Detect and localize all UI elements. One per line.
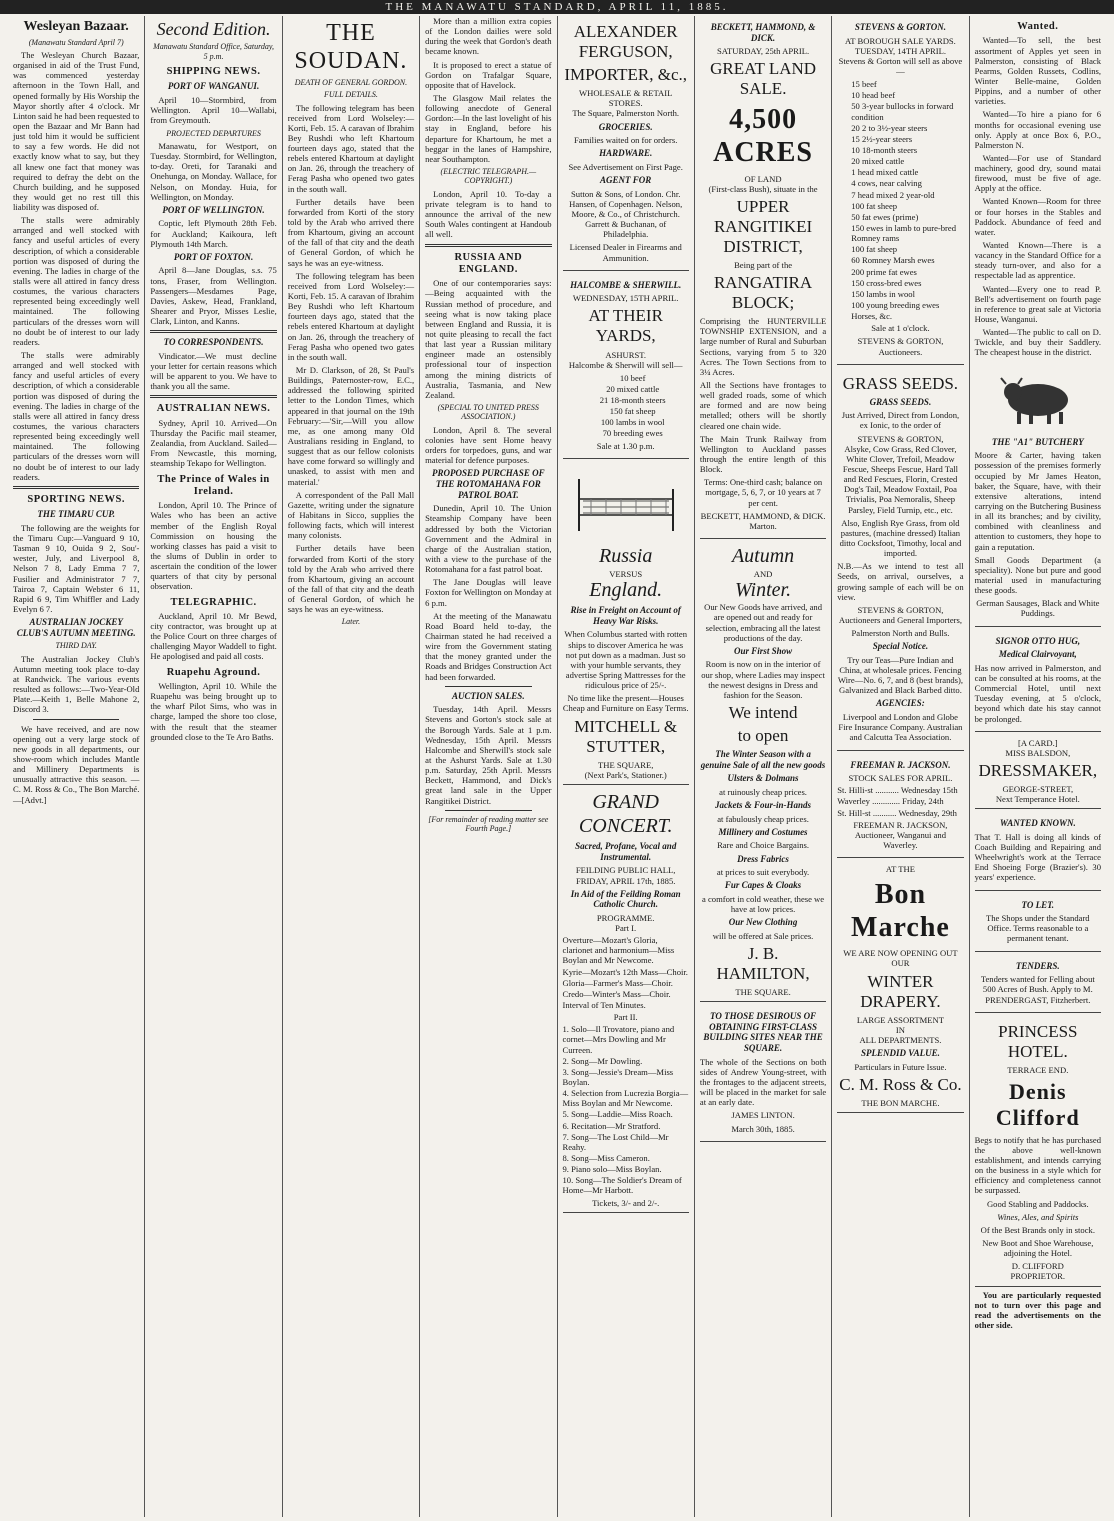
ad-heading: Our New Clothing bbox=[728, 917, 798, 928]
signature: D. CLIFFORD bbox=[1011, 1261, 1064, 1272]
firm-name: MITCHELL & STUTTER, bbox=[574, 716, 678, 756]
ad-heading: Rise in Freight on Account of Heavy War Risks. bbox=[570, 605, 681, 626]
list-item: 15 beef bbox=[851, 79, 877, 90]
dressmaker-ad bbox=[975, 735, 1101, 810]
list-item: 100 fat sheep bbox=[851, 200, 898, 211]
footer-note: [For remainder of reading matter see Fourth Page.] bbox=[428, 814, 549, 834]
article-title: Wesleyan Bazaar. bbox=[23, 19, 129, 34]
livestock-list bbox=[837, 79, 963, 321]
ad-text: LARGE ASSORTMENT bbox=[856, 1014, 944, 1025]
ad-text: Wines, Ales, and Spirits bbox=[997, 1211, 1079, 1222]
sale-date: TUESDAY, 14TH APRIL. bbox=[854, 45, 947, 56]
ad-heading: Dress Fabrics bbox=[737, 853, 789, 864]
column-1 bbox=[8, 16, 144, 1517]
list-item: 2. Song—Mr Dowling. bbox=[562, 1055, 643, 1066]
section-title: Wanted. bbox=[1017, 21, 1059, 32]
article-paragraph: The stalls were admirably arranged and well stocked with fancy and useful articles of every description, of which a considerable portion was disposed of during the evening. The ladies in charge of the stalls were all attired in fancy dress costumes, the various characters represented being exceedingly well maintained. The following particulars of the dresses worn will no doubt be of interest to our lady readers. bbox=[13, 215, 140, 347]
column-4 bbox=[419, 16, 556, 1517]
ad-headline: WINTER DRAPERY. bbox=[860, 971, 941, 1011]
section-subtitle: THE TIMARU CUP. bbox=[37, 509, 115, 520]
article-paragraph: We have received, and are now opening out a very large stock of new goods in all departments, our show-room which includes Mantle and Millinery Departments is unusually attractive this season. — C. M. Ross & Co., The Bon Marché.—[Advt.] bbox=[13, 723, 140, 805]
ad-text: German Sausages, Black and White Puddings. bbox=[976, 598, 1100, 619]
ad-text: Also, English Rye Grass, from old pastures, (machine dressed) Italian ditto Cocksfoot, Timothy, local and imported. bbox=[839, 517, 962, 559]
ad-text: See Advertisement on First Page. bbox=[568, 161, 683, 172]
article-paragraph: More than a million extra copies of the London dailies were sold during the week that Gordon's death became known. bbox=[425, 16, 552, 57]
list-item: 9. Piano solo—Miss Boylan. bbox=[562, 1164, 662, 1175]
district: UPPER RANGITIKEI DISTRICT, bbox=[713, 196, 813, 256]
ad-text: Alsyke, Cow Grass, Red Clover, White Clover, Trefoil, Meadow Fescue, Sheeps Fescue, Hard Tall and Red Fescues, Florin, Crested Dog's Tail, Meadow Foxtail, Poa Trivialis, Poa Nemoralis, Sheep Parsley, Field Turnip, etc., etc. bbox=[842, 443, 959, 515]
ad-heading: HARDWARE. bbox=[599, 148, 653, 159]
list-item: 4. Selection from Lucrezia Borgia—Miss Boylan and Mr Newcome. bbox=[562, 1088, 689, 1109]
proprietor-name: Denis Clifford bbox=[995, 1078, 1080, 1130]
ad-headline: Autumn bbox=[731, 544, 795, 567]
ad-text: Auctioneers and General Importers, bbox=[838, 615, 962, 626]
firm-name: J. B. HAMILTON, bbox=[716, 944, 810, 984]
column-7 bbox=[831, 16, 968, 1517]
classified-ad: Wanted—For use of Standard machinery, good dry, sound matai firewood, must be five of age. Apply at the office. bbox=[974, 152, 1101, 194]
section-title: Ruapehu Aground. bbox=[166, 666, 261, 678]
list-item: Interval of Ten Minutes. bbox=[562, 999, 646, 1010]
ad-text: THE BON MARCHE. bbox=[861, 1097, 940, 1108]
classified-ad: Wanted—To sell, the best assortment of Apples yet seen in Palmerston, consisting of Black Pearms, Golden Russets, Codlins, Winter Belle-maine, Golden Pippins, and a number of other varieties. bbox=[974, 35, 1101, 107]
acres-headline: 4,500 ACRES bbox=[713, 104, 814, 169]
address: THE SQUARE. bbox=[735, 987, 791, 998]
section-title: SHIPPING NEWS. bbox=[166, 66, 261, 78]
list-item: Kyrie—Mozart's 12th Mass—Choir. bbox=[562, 966, 688, 977]
article-paragraph: April 8—Jane Douglas, s.s. 75 tons, Fraser, from Wellington. Passengers—Mesdames Page, Davies, Askew, Head, Frankland, Shearer and Pryor, Misses Leslie, Clark, Linton, and Kanns. bbox=[150, 265, 277, 327]
list-item: St. Hill-st ........... Wednesday, 29th bbox=[837, 807, 957, 818]
ad-heading: SIGNOR OTTO HUG, bbox=[995, 635, 1081, 646]
ad-text: Moore & Carter, having taken possession of the premises formerly occupied by Mr James Heaton, baker, the Square, have, with their extensive alterations, intend carrying on the Butchering Business in all its branches; and by civility, combined with cleanliness and attention to customers, they hope to gain a reputation. bbox=[974, 450, 1101, 552]
ad-text: Just Arrived, Direct from London, ex Ionic, to the order of bbox=[841, 410, 960, 431]
ad-text: a comfort in cold weather, these we have at low prices. bbox=[702, 893, 825, 915]
building-sites-ad bbox=[700, 1005, 826, 1141]
section-title: The Prince of Wales in Ireland. bbox=[157, 473, 270, 497]
classified-ad: Wanted Known—Room for three or four horses in the Stables and Paddock. Abundance of feed and water. bbox=[974, 196, 1101, 237]
ad-text: at ruinously cheap prices. bbox=[719, 786, 807, 797]
list-item: St. Hilli-st ........... Wednesday 15th bbox=[837, 785, 958, 796]
list-item: 100 fat sheep bbox=[851, 244, 898, 255]
tenders-ad bbox=[975, 955, 1101, 1013]
ad-heading: Our First Show bbox=[734, 645, 793, 656]
ad-text: Sutton & Sons, of London. Chr. Hansen, of Copenhagen. Nelson, Moore, & Co., of Christchurch. Garrett & Buchanan, of Philadelphia. bbox=[569, 188, 683, 240]
list-item: 8. Song—Miss Cameron. bbox=[562, 1152, 650, 1163]
column-8 bbox=[969, 16, 1106, 1517]
article-paragraph: Mr D. Clarkson, of 28, St Paul's Buildings, Paternoster-row, E.C., addressed the following spirited letter to the London Times, which appeared in that journal on the 19th February:—'Sir,—Will you allow me, as one among many Old Australians residing in England, to suggest that as our fellow colonists have come forward so willingly and unasked, to assist with men and material.' bbox=[287, 365, 415, 487]
list-item: 15 2½-year steers bbox=[851, 133, 913, 144]
address-note: Next Temperance Hotel. bbox=[995, 794, 1080, 805]
ad-text: Try our Teas—Pure Indian and China, at wholesale prices. Fencing Wire—No. 6, 7, and 8 (best brands), Galvanized and Black Barbed ditto. bbox=[837, 654, 964, 696]
ad-text: The Main Trunk Railway from Wellington to Auckland passes through the entire length of this Block. bbox=[699, 433, 827, 475]
ad-text: Room is now on in the interior of our shop, where Ladies may inspect the newest designs in Dress and fashion for the Season. bbox=[701, 659, 825, 700]
tickets: Tickets, 3/- and 2/-. bbox=[592, 1197, 660, 1208]
ad-text: will be offered at Sale prices. bbox=[712, 930, 814, 941]
article-paragraph: The following telegram has been received from Lord Wolseley:—Korti, Feb. 15. A caravan of Ibrahim Bey Rushdi who left Khartoum fourteen days ago, stated that the rebels entered Khartoum at daylight on Jan. 26, through the treachery of Ferag Pasha who opened two gates in the south wall. bbox=[287, 102, 415, 194]
livestock-list bbox=[563, 373, 689, 439]
subtitle: FULL DETAILS. bbox=[323, 90, 378, 100]
ad-heading: TO LET. bbox=[1021, 899, 1055, 910]
ad-headline: to open bbox=[737, 726, 789, 746]
list-item: 20 2 to 3½-year steers bbox=[851, 122, 928, 133]
article-paragraph: Manawatu, for Westport, on Tuesday. Stormbird, for Wellington, to-day. Oreti, for Taranaki and Onehunga, on Monday. Wallace, for Nelson, on Monday. Huia, for Wellington, on Monday. bbox=[150, 140, 277, 202]
ad-heading: WANTED KNOWN. bbox=[999, 818, 1076, 829]
ad-text: Sale at 1 o'clock. bbox=[871, 323, 930, 334]
ad-text: The Shops under the Standard Office. Terms reasonable to a permanent tenant. bbox=[986, 913, 1090, 944]
list-item: 1. Solo—Il Trovatore, piano and cornet—Mrs Dowling and Mr Curreen. bbox=[562, 1024, 675, 1055]
jackson-ad bbox=[837, 754, 963, 859]
ad-text: ALL DEPARTMENTS. bbox=[859, 1034, 942, 1045]
ad-text: Comprising the HUNTERVILLE TOWNSHIP EXTENSION, and a large number of Rural and Suburban Sections, varying from 5 to 320 Acres. The Town Sections from to 3¼ Acres. bbox=[699, 316, 827, 377]
programme-title: PROGRAMME. bbox=[596, 912, 655, 923]
ad-heading: AGENT FOR bbox=[600, 175, 652, 186]
princess-hotel-ad bbox=[975, 1016, 1101, 1287]
subhead: (ELECTRIC TELEGRAPH.—COPYRIGHT.) bbox=[440, 166, 537, 186]
ad-text: Rare and Choice Bargains. bbox=[717, 840, 810, 851]
ad-text: No time like the present—Houses Cheap and Furniture on Easy Terms. bbox=[562, 693, 689, 714]
article-paragraph: The Wesleyan Church Bazaar, organised in aid of the Trust Fund, was commenced yesterday afternoon in the Town Hall, and opened formally by His Worship the Mayor shortly after 4 o'clock. Mr Linton said he had been requested to open the Bazaar and Mr Bann had just told him it would be sufficient to say a few words. He did not exactly know what to say, but they all knew one fact that money was required to defray the debt on the Church building, and he supposed they would get no rest till this liability was disposed of. bbox=[13, 49, 140, 213]
columns bbox=[8, 16, 1106, 1517]
section-subtitle: PROPOSED PURCHASE OF THE ROTOMAHANA FOR PATROL BOAT. bbox=[432, 468, 545, 500]
firm-name: ALEXANDER FERGUSON, bbox=[573, 22, 678, 62]
ad-headline: Russia bbox=[599, 544, 653, 567]
section-title: SPORTING NEWS. bbox=[27, 493, 126, 505]
ad-heading: THE "A1" BUTCHERY bbox=[991, 436, 1084, 447]
ad-text: OF LAND bbox=[744, 173, 782, 184]
list-item: 20 mixed cattle bbox=[606, 383, 660, 394]
ad-text: (First-class Bush), situate in the bbox=[708, 183, 818, 194]
ferguson-ad bbox=[563, 16, 689, 271]
ad-heading: STEVENS & GORTON. bbox=[854, 22, 946, 32]
ad-text: Being part of the bbox=[734, 259, 793, 270]
article-paragraph: The Glasgow Mail relates the following anecdote of General Gordon:—In the last lovelight of his stay in England, before his departure for Khartoum, he met a beggar in the lanes of Hampshire, near Southampton. bbox=[425, 92, 552, 164]
venue: FEILDING PUBLIC HALL, FRIDAY, APRIL 17th, 1885. bbox=[575, 865, 676, 886]
list-item: 21 18-month steers bbox=[599, 395, 666, 406]
ad-heading: TENDERS. bbox=[1015, 960, 1060, 971]
article-paragraph: The Jane Douglas will leave Foxton for Wellington on Monday at 6 p.m. bbox=[425, 577, 552, 608]
coachbuilding-ad bbox=[975, 812, 1101, 890]
list-item: 150 ewes in lamb to pure-bred Romney rams bbox=[851, 223, 957, 244]
article-paragraph: The Australian Jockey Club's Autumn meeting took place to-day at Randwick. The various events resulted as follows:—Two-Year-Old Plate.—Keith 1, Belle Mahone 2, Discord 3. bbox=[13, 653, 140, 715]
article-paragraph: Coptic, left Plymouth 28th Feb. for Auckland; Kaikoura, left Plymouth 14th March. bbox=[150, 218, 277, 249]
ad-text: Tenders wanted for Felling about 500 Acres of Bush. Apply to M. PRENDERGAST, Fitzherbert. bbox=[980, 974, 1095, 1005]
tolet-ad bbox=[975, 894, 1101, 952]
ad-headline: GREAT LAND SALE. bbox=[710, 59, 817, 99]
masthead: THE MANAWATU STANDARD, APRIL 11, 1885. bbox=[0, 0, 1114, 14]
section-title: TELEGRAPHIC. bbox=[170, 596, 257, 608]
ad-text: STOCK SALES FOR APRIL. bbox=[848, 773, 953, 784]
ad-text: TERRACE END. bbox=[1007, 1064, 1069, 1075]
edition-title: Second Edition. bbox=[156, 19, 271, 39]
ad-text: When Columbus started with rotten ships to discover America he was not put down as a madman. Just so with your humble servants, they advertise Spring Mattresses for the ridiculous price of 25/-. bbox=[564, 629, 688, 691]
programme-list bbox=[563, 935, 689, 1010]
article-paragraph: London, April 10. To-day a private telegram is to hand to announce the arrival of the new South Wales contingent at Handoub all well. bbox=[425, 188, 552, 240]
firm-name: C. M. Ross & Co. bbox=[839, 1074, 962, 1094]
list-item: 4 cows, near calving bbox=[851, 178, 922, 189]
ad-text: Palmerston North and Bulls. bbox=[851, 628, 950, 639]
ad-text: VERSUS bbox=[609, 568, 643, 579]
store-name: Bon Marche bbox=[851, 879, 950, 944]
ad-signature: FREEMAN R. JACKSON, Auctioneer, Wanganui and Waverley. bbox=[853, 819, 948, 850]
ad-text: New Boot and Shoe Warehouse, adjoining the Hotel. bbox=[982, 1238, 1094, 1259]
programme-list bbox=[563, 1024, 689, 1195]
article-paragraph: Further details have been forwarded from Korti of the story told by the Arab who arrived there from Khartoum, giving an account of the fall of that city and the death of General Gordon, of which he says he was an eye-witness. bbox=[287, 196, 415, 268]
divider bbox=[445, 686, 531, 687]
divider bbox=[150, 330, 276, 333]
place: ASHURST. bbox=[605, 349, 647, 360]
article-paragraph: One of our contemporaries says:—Being acquainted with the Russian method of procedure, and seeing what is now taking place between England and Russia, it is not quite pleasing to recall the fact that last year a Russian military engineer made an ostensibly professional tour of inspection among the mining districts of Australia, Tasmania, and New Zealand. bbox=[425, 278, 552, 400]
divider bbox=[445, 810, 531, 811]
article-paragraph: At the meeting of the Manawatu Road Board held to-day, the Chairman stated he had received a wire from the Government stating that the money granted under the Roads and Bridges Construction Act had been forwarded. bbox=[425, 610, 552, 682]
list-item: 60 Romney Marsh ewes bbox=[851, 255, 935, 266]
section-subtitle: PORT OF WELLINGTON. bbox=[162, 204, 265, 215]
ad-heading: AT THEIR YARDS, bbox=[588, 306, 663, 346]
list-item: Gloria—Farmer's Mass—Choir. bbox=[562, 977, 673, 988]
sale-date: WEDNESDAY, 15TH APRIL. bbox=[572, 293, 679, 304]
subtitle: DEATH OF GENERAL GORDON. bbox=[294, 77, 408, 87]
address: GEORGE-STREET, bbox=[1002, 783, 1074, 794]
classified-ad: Wanted Known—There is a vacancy in the Standard Office for a steady turn-over, and also for a respectable lad as apprentice. bbox=[974, 240, 1101, 281]
ad-text: N.B.—As we intend to test all Seeds, on arrival, ourselves, a growing sample of each will be on view. bbox=[837, 561, 964, 602]
subhead: Later. bbox=[341, 617, 361, 627]
ad-heading: Special Notice. bbox=[872, 641, 929, 652]
article-paragraph: Auckland, April 10. Mr Bewd, city contractor, was brought up at the Police Court on three charges of challenging Mayor Waddell to fight. He apologised and paid all costs. bbox=[150, 610, 277, 662]
column-2 bbox=[144, 16, 281, 1517]
classified-ad: Wanted—The public to call on D. Twickle, and buy their Saddlery. The cheapest house in the district. bbox=[974, 327, 1101, 358]
ad-text: at prices to suit everybody. bbox=[716, 867, 810, 878]
list-item: 200 prime fat ewes bbox=[851, 266, 917, 277]
ad-heading: In Aid of the Feilding Roman Catholic Church. bbox=[570, 888, 681, 910]
ad-text: at fabulously cheap prices. bbox=[717, 813, 809, 824]
list-item: 150 cross-bred ewes bbox=[851, 277, 922, 288]
ad-text: [A CARD.] bbox=[1017, 737, 1058, 748]
ad-text: Our New Goods have arrived, and are opened out and ready for selection, embracing all the latest productions of the day. bbox=[704, 602, 822, 643]
list-item: 3. Song—Jessie's Dream—Miss Boylan. bbox=[562, 1066, 674, 1087]
article-paragraph: April 10—Stormbird, from Wellington. April 10—Wallabi, from Greymouth. bbox=[150, 95, 277, 126]
column-5 bbox=[557, 16, 694, 1517]
ad-headline: DRESSMAKER, bbox=[978, 760, 1098, 780]
ad-heading: AGENCIES: bbox=[876, 698, 925, 709]
list-item: 1 head mixed cattle bbox=[851, 167, 919, 178]
stock-sale-list bbox=[837, 785, 963, 817]
article-paragraph: London, April 8. The several colonies have sent Home heavy orders for torpedoes, guns, and war material for defence purposes. bbox=[425, 424, 552, 466]
ad-signature: STEVENS & GORTON, Auctioneers. bbox=[857, 336, 944, 357]
ad-text: Liverpool and London and Globe Fire Insurance Company. Australian and Calcutta Tea Association. bbox=[838, 712, 963, 743]
ad-text: Has now arrived in Palmerston, and can be consulted at his rooms, at the Commercial Hotel, until next Tuesday evening, at 5 o'clock, beyond which date his stay cannot be prolonged. bbox=[974, 662, 1101, 724]
list-item: 10 beef bbox=[619, 372, 646, 383]
ad-text: Of the Best Brands only in stock. bbox=[980, 1224, 1095, 1235]
ad-heading: MISS BALSDON, bbox=[1005, 747, 1071, 758]
ad-text: WE ARE NOW OPENING OUT OUR bbox=[843, 948, 958, 969]
ad-heading: The Winter Season with a genuine Sale of all the new goods bbox=[700, 749, 826, 770]
firm-name: STEVENS & GORTON, bbox=[857, 433, 944, 444]
classified-ad: Wanted—Every one to read P. Bell's advertisement on fourth page in reference to great sale at Victoria House, Wanganui. bbox=[974, 283, 1101, 325]
clairvoyant-ad bbox=[975, 630, 1101, 732]
article-paragraph: Tuesday, 14th April. Messrs Stevens and Gorton's stock sale at the Borough Yards. Sale at 1 p.m. Wednesday, 15th April. Messrs Halcombe and Sherwill's stock sale at the Ashurst Yards. Sale at 1.30 p.m. Saturday, 25th April. Messrs Beckett, Hammond, and Dick's great land sale in the Upper Rangitikei District. bbox=[425, 704, 552, 806]
article-paragraph: Further details have been forwarded from Korti of the story told by the Arab who arrived there from Khartoum, giving an account of the fall of that city and the death of General Gordon, of which he says he was an eye-witness. bbox=[287, 543, 415, 615]
programme-part: Part II. bbox=[613, 1012, 638, 1023]
dateline: Manawatu Standard Office, Saturday, 5 p.m. bbox=[153, 42, 275, 61]
ad-text: Families waited on for orders. bbox=[574, 135, 678, 146]
reader-request: You are particularly requested not to turn over this page and read the advertisements on the other side. bbox=[974, 1289, 1101, 1331]
article-paragraph: Dunedin, April 10. The Union Steamship Company have been addressed by both the Victorian Government and the Admiral in charge of the Australian station, with a view to the purchase of the Rotomahana for a fast patrol boat. bbox=[425, 503, 552, 575]
bed-engraving-icon bbox=[571, 469, 681, 539]
butchery-ad bbox=[975, 361, 1101, 627]
ad-headline: We intend bbox=[728, 703, 798, 723]
bon-marche-ad bbox=[837, 861, 963, 1113]
address: THE SQUARE, bbox=[597, 759, 654, 770]
ad-headline: England. bbox=[589, 578, 663, 601]
ad-text: Good Stabling and Paddocks. bbox=[986, 1198, 1089, 1209]
divider bbox=[13, 486, 139, 489]
subhead: PROJECTED DEPARTURES bbox=[166, 128, 261, 138]
address: The Square, Palmerston North. bbox=[572, 108, 680, 119]
ad-heading: Sacred, Profane, Vocal and Instrumental. bbox=[575, 841, 677, 862]
signature-title: PROPRIETOR. bbox=[1010, 1271, 1066, 1282]
ad-text: Licensed Dealer in Firearms and Ammunition. bbox=[569, 242, 682, 263]
list-item: 70 breeding ewes bbox=[602, 428, 663, 439]
divider bbox=[425, 244, 551, 247]
section-subtitle: AUSTRALIAN JOCKEY CLUB'S AUTUMN MEETING. bbox=[16, 617, 136, 638]
ad-heading: Millinery and Costumes bbox=[718, 826, 808, 837]
firm-kind: WHOLESALE & RETAIL STORES. bbox=[579, 88, 673, 109]
ad-text: Begs to notify that he has purchased the above well-known establishment, and intends carrying on the business in a style which for efficiency and completeness cannot be surpassed. bbox=[974, 1134, 1101, 1196]
section-title: AUSTRALIAN NEWS. bbox=[156, 403, 271, 415]
column-3 bbox=[282, 16, 419, 1517]
list-item: 7. Song—The Lost Child—Mr Reahy. bbox=[562, 1131, 669, 1152]
list-item: Overture—Mozart's Gloria, clarionet and harmonium—Miss Boylan and Mr Newcome. bbox=[562, 935, 675, 966]
ad-heading: GRASS SEEDS. bbox=[869, 396, 932, 407]
divider bbox=[33, 719, 119, 720]
ad-heading: GROCERIES. bbox=[598, 121, 653, 132]
ad-text: Small Goods Department (a speciality). None but pure and good material used in manufacturing these goods. bbox=[974, 554, 1101, 596]
list-item: 100 lambs in wool bbox=[600, 417, 665, 428]
list-item: 50 fat ewes (prime) bbox=[851, 211, 919, 222]
ad-text: IN bbox=[895, 1024, 905, 1035]
ad-text: That T. Hall is doing all kinds of Coach Building and Repairing and Wheelwright's work at the Terrace End Shoeing Forge (Brazier's). 30 years' experience. bbox=[974, 831, 1101, 883]
ad-text: AT BOROUGH SALE YARDS. bbox=[845, 35, 956, 46]
block-name: RANGATIRA BLOCK; bbox=[713, 273, 813, 313]
list-item: Horses, &c. bbox=[851, 311, 893, 322]
ad-heading: FREEMAN R. JACKSON. bbox=[850, 759, 951, 770]
programme-part: Part I. bbox=[615, 923, 637, 933]
land-sale-ad bbox=[700, 16, 826, 539]
article-paragraph: The following telegram has been received from Lord Wolseley:—Korti, Feb. 15. A caravan of Ibrahim Bey Rushdi who left Khartoum fourteen days ago, stated that the rebels entered Khartoum at daylight on Jan. 26, through the treachery of Ferag Pasha who opened two gates in the south wall. bbox=[287, 270, 415, 362]
sale-date: SATURDAY, 25th APRIL. bbox=[716, 46, 810, 57]
article-paragraph: Vindicator.—We must decline your letter for certain reasons which will be apparent to you. We have to thank you all the same. bbox=[150, 350, 277, 392]
dateline: (Manawatu Standard April 7) bbox=[28, 37, 124, 47]
section-subtitle: PORT OF WANGANUI. bbox=[167, 81, 260, 92]
ad-text: Sale at 1.30 p.m. bbox=[596, 440, 655, 451]
classified-ad: Wanted—To hire a piano for 6 months for occasional evening use only. Apply at once Box 6, P.O., Palmerston N. bbox=[974, 109, 1101, 150]
article-paragraph: London, April 10. The Prince of Wales who has been an active member of the English Royal Commission on housing the working classes has paid a visit to the slums of Dublin in order to ascertain the condition of the lower quarters of that city by personal observation. bbox=[150, 500, 277, 592]
list-item: Waverley ............. Friday, 24th bbox=[837, 796, 944, 807]
list-item: 100 young breeding ewes bbox=[851, 299, 940, 310]
ad-text: Stevens & Gorton will sell as above— bbox=[838, 55, 963, 77]
ad-heading: Jackets & Four-in-Hands bbox=[715, 800, 812, 811]
ad-text: Particulars in Future Issue. bbox=[854, 1061, 947, 1072]
subhead: (SPECIAL TO UNITED PRESS ASSOCIATION.) bbox=[437, 402, 539, 422]
article-paragraph: The stalls were admirably arranged and well stocked with fancy and useful articles of every description, of which a considerable portion was disposed of during the evening. The ladies in charge of the stalls were all attired in fancy dress costumes, the various characters represented being exceedingly well maintained. The following particulars of the dresses worn will no doubt be of interest to our lady readers. bbox=[13, 350, 140, 482]
section-title: RUSSIA AND ENGLAND. bbox=[454, 251, 523, 275]
article-title: THE SOUDAN. bbox=[294, 20, 408, 75]
dateline: THIRD DAY. bbox=[55, 641, 97, 651]
list-item: 10 18-month steers bbox=[851, 145, 918, 156]
ad-headline: PRINCESS HOTEL. bbox=[998, 1021, 1078, 1061]
article-paragraph: Wellington, April 10. While the Ruapehu was being brought up to the wharf Pilot Sims, who was in charge, lamped the shore too close, with the result that the steamer grounded close to the Te Aro Baths. bbox=[150, 681, 277, 742]
concert-title: GRAND CONCERT. bbox=[578, 790, 673, 837]
section-subtitle: AUCTION SALES. bbox=[452, 690, 525, 701]
list-item: 10. Song—The Soldier's Dream of Home—Mr Harbott. bbox=[562, 1175, 682, 1196]
list-item: 20 mixed cattle bbox=[851, 156, 905, 167]
ad-heading: Medical Clairvoyant, bbox=[998, 649, 1077, 660]
ad-heading: Fur Capes & Cloaks bbox=[724, 880, 802, 891]
column-6 bbox=[694, 16, 831, 1517]
article-paragraph: A correspondent of the Pall Mall Gazette, writing under the signature of Habitans in Sicco, supplies the following facts, which will interest many colonists. bbox=[287, 489, 415, 541]
ad-heading: Ulsters & Dolmans bbox=[727, 773, 799, 784]
address-note: (Next Park's, Stationer.) bbox=[584, 769, 667, 780]
halcombe-ad bbox=[563, 274, 689, 459]
ad-heading: TO THOSE DESIROUS OF OBTAINING FIRST-CLASS BUILDING SITES NEAR THE SQUARE. bbox=[703, 1011, 823, 1054]
list-item: 5. Song—Laddie—Miss Roach. bbox=[562, 1109, 673, 1120]
concert-ad bbox=[563, 788, 689, 1213]
list-item: 50 3-year bullocks in forward condition bbox=[851, 101, 954, 122]
ad-heading: BECKETT, HAMMOND, & DICK. bbox=[710, 22, 816, 43]
firm-role: IMPORTER, &c., bbox=[564, 65, 688, 85]
ad-signature: JAMES LINTON. bbox=[731, 1110, 795, 1121]
ad-text: AND bbox=[753, 568, 773, 579]
list-item: 150 lambs in wool bbox=[851, 288, 915, 299]
list-item: 6. Recitation—Mr Stratford. bbox=[562, 1120, 661, 1131]
ad-signature: BECKETT, HAMMOND, & DICK. Marton. bbox=[700, 510, 826, 531]
firm-name: STEVENS & GORTON, bbox=[857, 604, 944, 615]
ad-text: The whole of the Sections on both sides of Andrew Young-street, with the frontages to the adjacent streets, will be placed in the market for sale at an early date. bbox=[699, 1056, 827, 1108]
ad-heading: SPLENDID VALUE. bbox=[861, 1048, 940, 1059]
ad-text: Halcombe & Sherwill will sell— bbox=[568, 359, 683, 370]
list-item: 10 head beef bbox=[851, 90, 896, 101]
article-paragraph: It is proposed to erect a statue of Gordon on Trafalgar Square, opposite that of Havelock. bbox=[425, 59, 552, 90]
ad-headline: Winter. bbox=[735, 578, 792, 601]
hamilton-ad bbox=[700, 542, 826, 1002]
article-paragraph: Sydney, April 10. Arrived—On Thursday the Pacific mail steamer, Zealandia, from Auckland. Sailed—From Newcastle, this morning, steamship Tekapo for Wellington. bbox=[150, 417, 277, 469]
stevens-gorton-sale-ad bbox=[837, 16, 963, 365]
mattress-ad bbox=[563, 462, 689, 785]
ad-text: AT THE bbox=[885, 864, 915, 875]
list-item: 7 head mixed 2 year-old bbox=[851, 189, 935, 200]
list-item: 150 fat sheep bbox=[609, 406, 656, 417]
ad-text: All the Sections have frontages to well graded roads, some of which are formed and are now being metalled; others will be shortly cleared one chain wide. bbox=[699, 380, 827, 431]
grass-seeds-ad bbox=[837, 368, 963, 751]
list-item: Credo—Winter's Mass—Choir. bbox=[562, 988, 671, 999]
ad-headline: GRASS SEEDS. bbox=[842, 373, 959, 393]
ad-heading: HALCOMBE & SHERWILL. bbox=[570, 279, 682, 290]
divider bbox=[150, 395, 276, 398]
ad-text: Terms: One-third cash; balance on mortgage, 5, 6, 7, or 10 years at 7 per cent. bbox=[703, 477, 823, 508]
ad-date: March 30th, 1885. bbox=[731, 1123, 795, 1134]
section-subtitle: PORT OF FOXTON. bbox=[173, 251, 254, 262]
section-subtitle: TO CORRESPONDENTS. bbox=[163, 337, 264, 348]
article-paragraph: The following are the weights for the Timaru Cup:—Vanguard 9 10, Tasman 9 10, Ouida 9 2, Sou'-wester, July, and Liverpool 8, Nelson 7 8, Lady Emma 7 7, Fusilier and Administrator 7 7, Tairoa 7, Captain Webster 6 11, Rapid 6 9, Tim Whiffler and Lady Evelyn 6 7. bbox=[13, 522, 140, 614]
bull-engraving-icon bbox=[993, 368, 1083, 428]
